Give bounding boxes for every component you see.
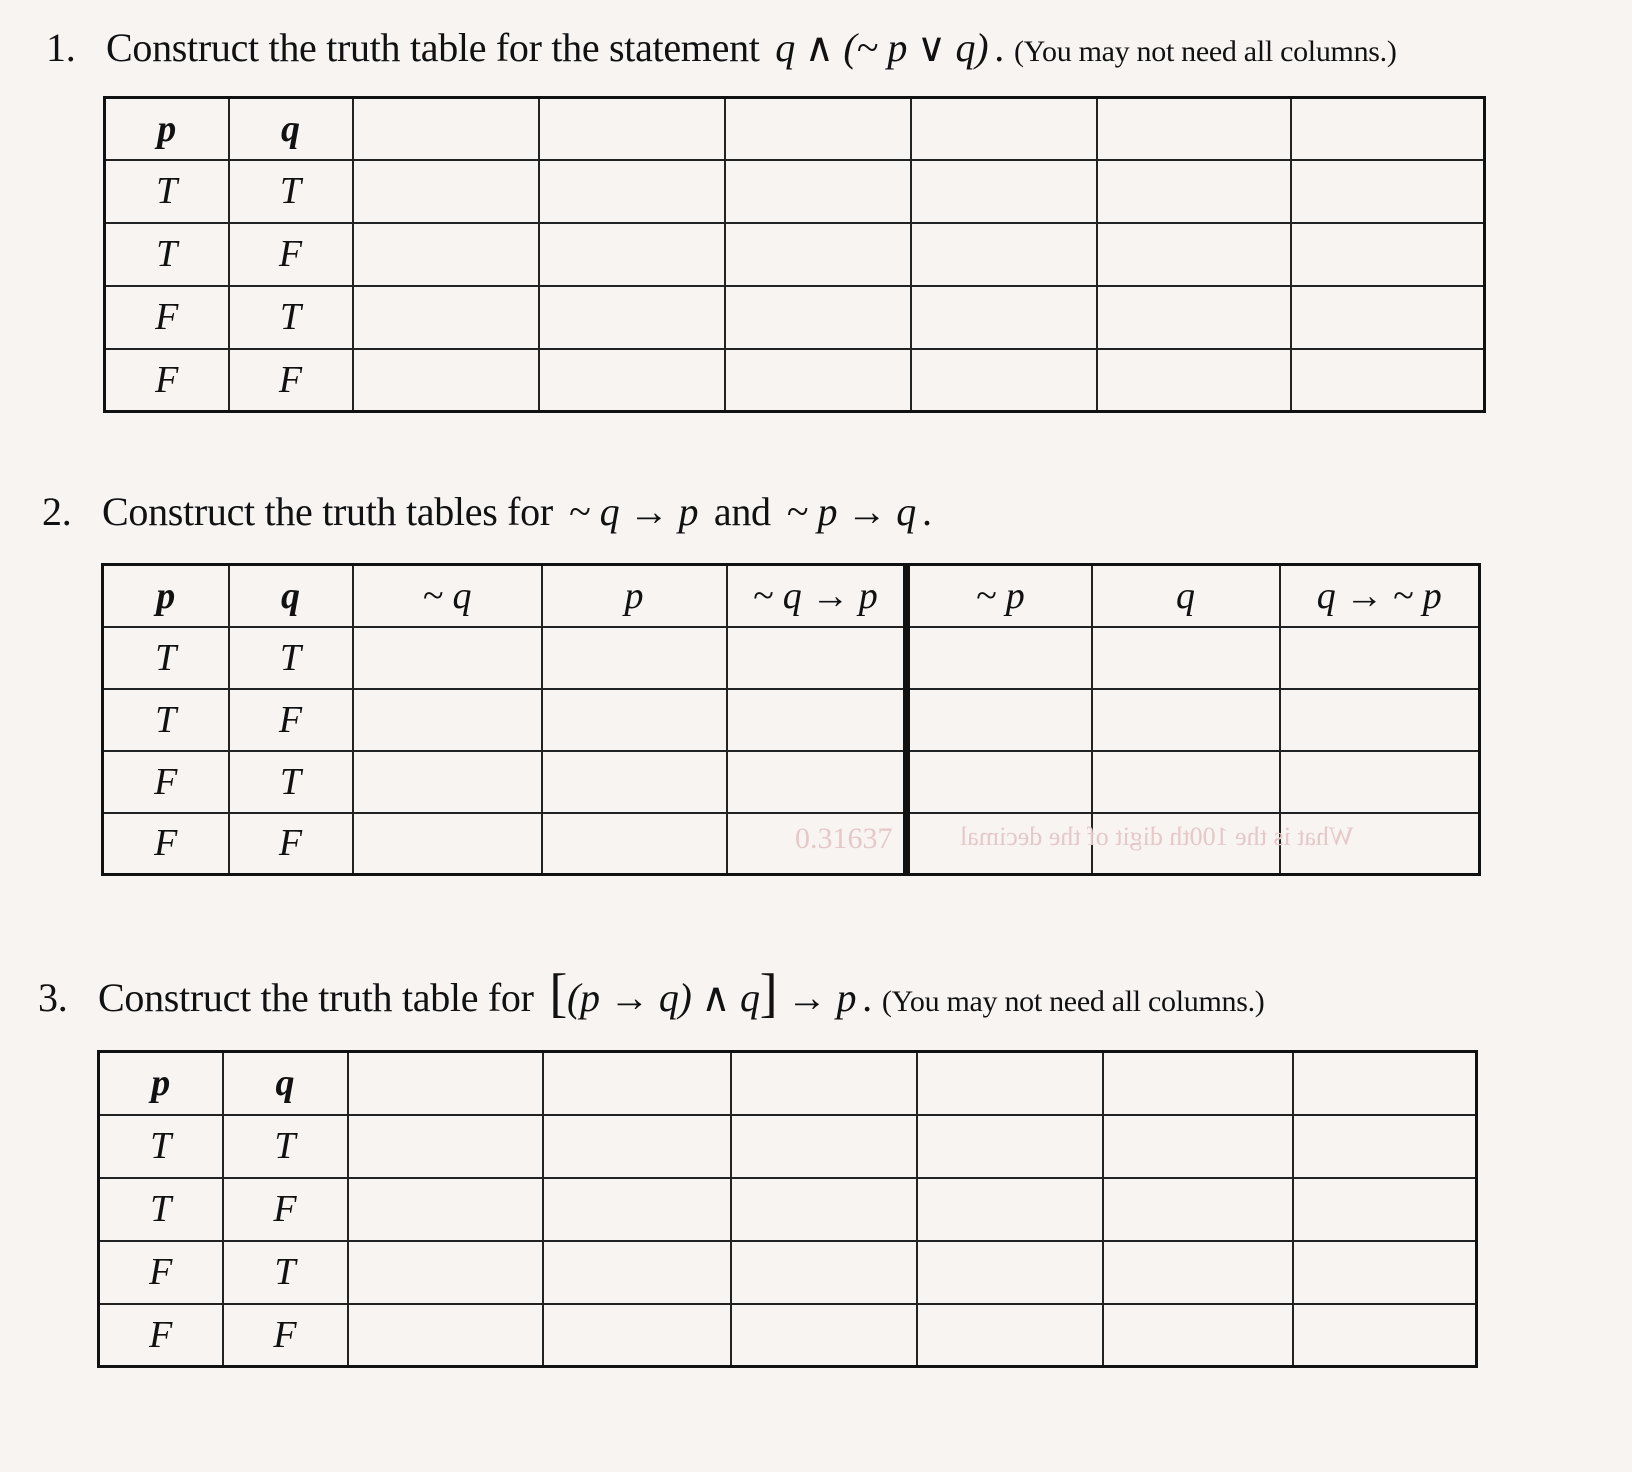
table-2-header-q: q — [229, 565, 353, 627]
answer-cell[interactable] — [731, 1115, 917, 1178]
answer-cell[interactable] — [543, 1115, 731, 1178]
answer-cell[interactable] — [1293, 1115, 1477, 1178]
table-2-header-p2: p — [542, 565, 727, 627]
problem-2-period: . — [921, 489, 932, 534]
answer-cell[interactable] — [731, 1304, 917, 1367]
answer-cell[interactable] — [542, 689, 727, 751]
answer-cell[interactable] — [1103, 1241, 1293, 1304]
table-3-header-col8[interactable] — [1293, 1052, 1477, 1115]
problem-3-note: (You may not need all columns.) — [881, 985, 1265, 1018]
truth-table-1 — [103, 96, 1486, 413]
answer-cell[interactable] — [731, 1241, 917, 1304]
answer-cell[interactable] — [1293, 1241, 1477, 1304]
problem-2-number: 2. — [42, 489, 72, 534]
table-row — [105, 160, 1485, 223]
problem-1-prompt — [46, 24, 1397, 71]
answer-cell[interactable] — [911, 160, 1097, 223]
table-3-header-q: q — [223, 1052, 348, 1115]
problem-3-period: . — [862, 975, 872, 1020]
answer-cell[interactable] — [539, 349, 725, 412]
answer-cell[interactable] — [539, 223, 725, 286]
table-2-header-not-q: ~ q — [353, 565, 542, 627]
table-1-cell-p: F — [105, 349, 229, 412]
table-2-header-not-p: ~ p — [907, 565, 1092, 627]
answer-cell[interactable] — [1103, 1304, 1293, 1367]
table-1-header-col4[interactable] — [539, 98, 725, 160]
problem-3-text: Construct the truth table for — [98, 975, 534, 1020]
answer-cell[interactable] — [727, 689, 907, 751]
table-2-cell-p: F — [103, 813, 229, 875]
table-3-cell-q: F — [223, 1304, 348, 1367]
table-3-header-col6[interactable] — [917, 1052, 1103, 1115]
bleed-through-text: What is the 100th digit of the decimal — [960, 822, 1354, 851]
answer-cell[interactable] — [353, 349, 539, 412]
problem-2-text: Construct the truth tables for — [102, 489, 553, 534]
table-1-cell-p: T — [105, 160, 229, 223]
table-row — [105, 349, 1485, 412]
table-2-cell-q: F — [229, 813, 353, 875]
answer-cell[interactable] — [725, 349, 911, 412]
problem-2-formula-a: ~ q → p — [568, 489, 699, 534]
answer-cell[interactable] — [1293, 1178, 1477, 1241]
table-1-cell-q: F — [229, 223, 353, 286]
answer-cell[interactable] — [1291, 160, 1485, 223]
answer-cell[interactable] — [727, 751, 907, 813]
table-1-header-col8[interactable] — [1291, 98, 1485, 160]
answer-cell[interactable] — [1103, 1178, 1293, 1241]
table-1-header-col6[interactable] — [911, 98, 1097, 160]
table-3-cell-p: F — [99, 1241, 223, 1304]
answer-cell[interactable] — [1097, 223, 1291, 286]
answer-cell[interactable] — [1092, 751, 1280, 813]
table-1-header-p: p — [105, 98, 229, 160]
table-3-cell-p: T — [99, 1115, 223, 1178]
answer-cell[interactable] — [727, 627, 907, 689]
answer-cell[interactable] — [1280, 627, 1480, 689]
table-2-cell-p: T — [103, 627, 229, 689]
answer-cell[interactable] — [1280, 751, 1480, 813]
table-3-header-col7[interactable] — [1103, 1052, 1293, 1115]
bracket-close: ] — [759, 963, 778, 1023]
problem-2-formula-b: ~ p → q — [786, 489, 916, 534]
table-3-cell-p: F — [99, 1304, 223, 1367]
table-3-cell-q: T — [223, 1115, 348, 1178]
bleed-through-number: 0.31637 — [795, 822, 893, 855]
table-2-header-not-q-implies-p: ~ q → p — [727, 565, 907, 627]
table-2-cell-q: F — [229, 689, 353, 751]
table-row — [105, 286, 1485, 349]
answer-cell[interactable] — [725, 160, 911, 223]
table-2-cell-q: T — [229, 751, 353, 813]
answer-cell[interactable] — [348, 1241, 543, 1304]
answer-cell[interactable] — [1293, 1304, 1477, 1367]
answer-cell[interactable] — [353, 160, 539, 223]
table-3-header-col5[interactable] — [731, 1052, 917, 1115]
table-row — [99, 1115, 1477, 1178]
answer-cell[interactable] — [542, 813, 727, 875]
answer-cell[interactable] — [911, 349, 1097, 412]
answer-cell[interactable] — [353, 813, 542, 875]
answer-cell[interactable] — [539, 160, 725, 223]
answer-cell[interactable] — [1092, 627, 1280, 689]
answer-cell[interactable] — [1291, 349, 1485, 412]
answer-cell[interactable] — [907, 689, 1092, 751]
problem-3-formula-tail: → p — [787, 975, 857, 1020]
answer-cell[interactable] — [353, 689, 542, 751]
answer-cell[interactable] — [1097, 286, 1291, 349]
problem-1-period: . — [994, 25, 1004, 70]
table-2-header-q-implies-not-p: q → ~ p — [1280, 565, 1480, 627]
table-1-cell-p: T — [105, 223, 229, 286]
table-2-cell-q: T — [229, 627, 353, 689]
table-1-header-col3[interactable] — [353, 98, 539, 160]
table-1-header-col5[interactable] — [725, 98, 911, 160]
answer-cell[interactable] — [1092, 689, 1280, 751]
problem-1-number: 1. — [46, 25, 76, 70]
table-row — [99, 1304, 1477, 1367]
table-3-header-col4[interactable] — [543, 1052, 731, 1115]
answer-cell[interactable] — [1291, 286, 1485, 349]
table-3-cell-q: F — [223, 1178, 348, 1241]
table-row — [103, 689, 1480, 751]
table-row — [103, 751, 1480, 813]
answer-cell[interactable] — [917, 1241, 1103, 1304]
answer-cell[interactable] — [1103, 1115, 1293, 1178]
answer-cell[interactable] — [1097, 349, 1291, 412]
table-3-header-col3[interactable] — [348, 1052, 543, 1115]
answer-cell[interactable] — [543, 1178, 731, 1241]
problem-2-and: and — [713, 489, 771, 534]
answer-cell[interactable] — [539, 286, 725, 349]
answer-cell[interactable] — [907, 627, 1092, 689]
table-2-header-q2: q — [1092, 565, 1280, 627]
table-row — [99, 1178, 1477, 1241]
answer-cell[interactable] — [353, 751, 542, 813]
table-2-header-row — [103, 565, 1480, 627]
table-1-header-q: q — [229, 98, 353, 160]
answer-cell[interactable] — [348, 1178, 543, 1241]
table-3-header-p: p — [99, 1052, 223, 1115]
answer-cell[interactable] — [1097, 160, 1291, 223]
answer-cell[interactable] — [731, 1178, 917, 1241]
table-1-cell-q: T — [229, 160, 353, 223]
problem-2-prompt — [42, 488, 932, 535]
answer-cell[interactable] — [348, 1115, 543, 1178]
problem-3-formula — [549, 963, 857, 1023]
table-2-cell-p: T — [103, 689, 229, 751]
table-1-header-col7[interactable] — [1097, 98, 1291, 160]
answer-cell[interactable] — [353, 627, 542, 689]
table-row — [99, 1241, 1477, 1304]
problem-1-note: (You may not need all columns.) — [1013, 35, 1397, 68]
answer-cell[interactable] — [353, 286, 539, 349]
answer-cell[interactable] — [353, 223, 539, 286]
problem-1-text: Construct the truth table for the statement — [106, 25, 760, 70]
answer-cell[interactable] — [543, 1304, 731, 1367]
problem-3-formula-inner: (p → q) ∧ q — [567, 975, 760, 1020]
table-3-cell-p: T — [99, 1178, 223, 1241]
table-row — [103, 627, 1480, 689]
table-2-header-p: p — [103, 565, 229, 627]
answer-cell[interactable] — [542, 751, 727, 813]
problem-1-formula: q ∧ (~ p ∨ q) — [775, 25, 989, 70]
table-1-cell-q: T — [229, 286, 353, 349]
table-3-header-row — [99, 1052, 1477, 1115]
answer-cell[interactable] — [725, 223, 911, 286]
answer-cell[interactable] — [543, 1241, 731, 1304]
answer-cell[interactable] — [911, 286, 1097, 349]
table-2-cell-p: F — [103, 751, 229, 813]
answer-cell[interactable] — [917, 1115, 1103, 1178]
answer-cell[interactable] — [725, 286, 911, 349]
answer-cell[interactable] — [348, 1304, 543, 1367]
problem-3-prompt — [38, 962, 1264, 1024]
bracket-open: [ — [549, 963, 568, 1023]
answer-cell[interactable] — [1280, 689, 1480, 751]
table-3-cell-q: T — [223, 1241, 348, 1304]
answer-cell[interactable] — [542, 627, 727, 689]
answer-cell[interactable] — [917, 1178, 1103, 1241]
problem-3-number: 3. — [38, 975, 68, 1020]
table-1-cell-p: F — [105, 286, 229, 349]
answer-cell[interactable] — [1291, 223, 1485, 286]
answer-cell[interactable] — [917, 1304, 1103, 1367]
table-1-cell-q: F — [229, 349, 353, 412]
table-1-header-row — [105, 98, 1485, 160]
table-row — [105, 223, 1485, 286]
answer-cell[interactable] — [907, 751, 1092, 813]
truth-table-3 — [97, 1050, 1478, 1368]
answer-cell[interactable] — [911, 223, 1097, 286]
